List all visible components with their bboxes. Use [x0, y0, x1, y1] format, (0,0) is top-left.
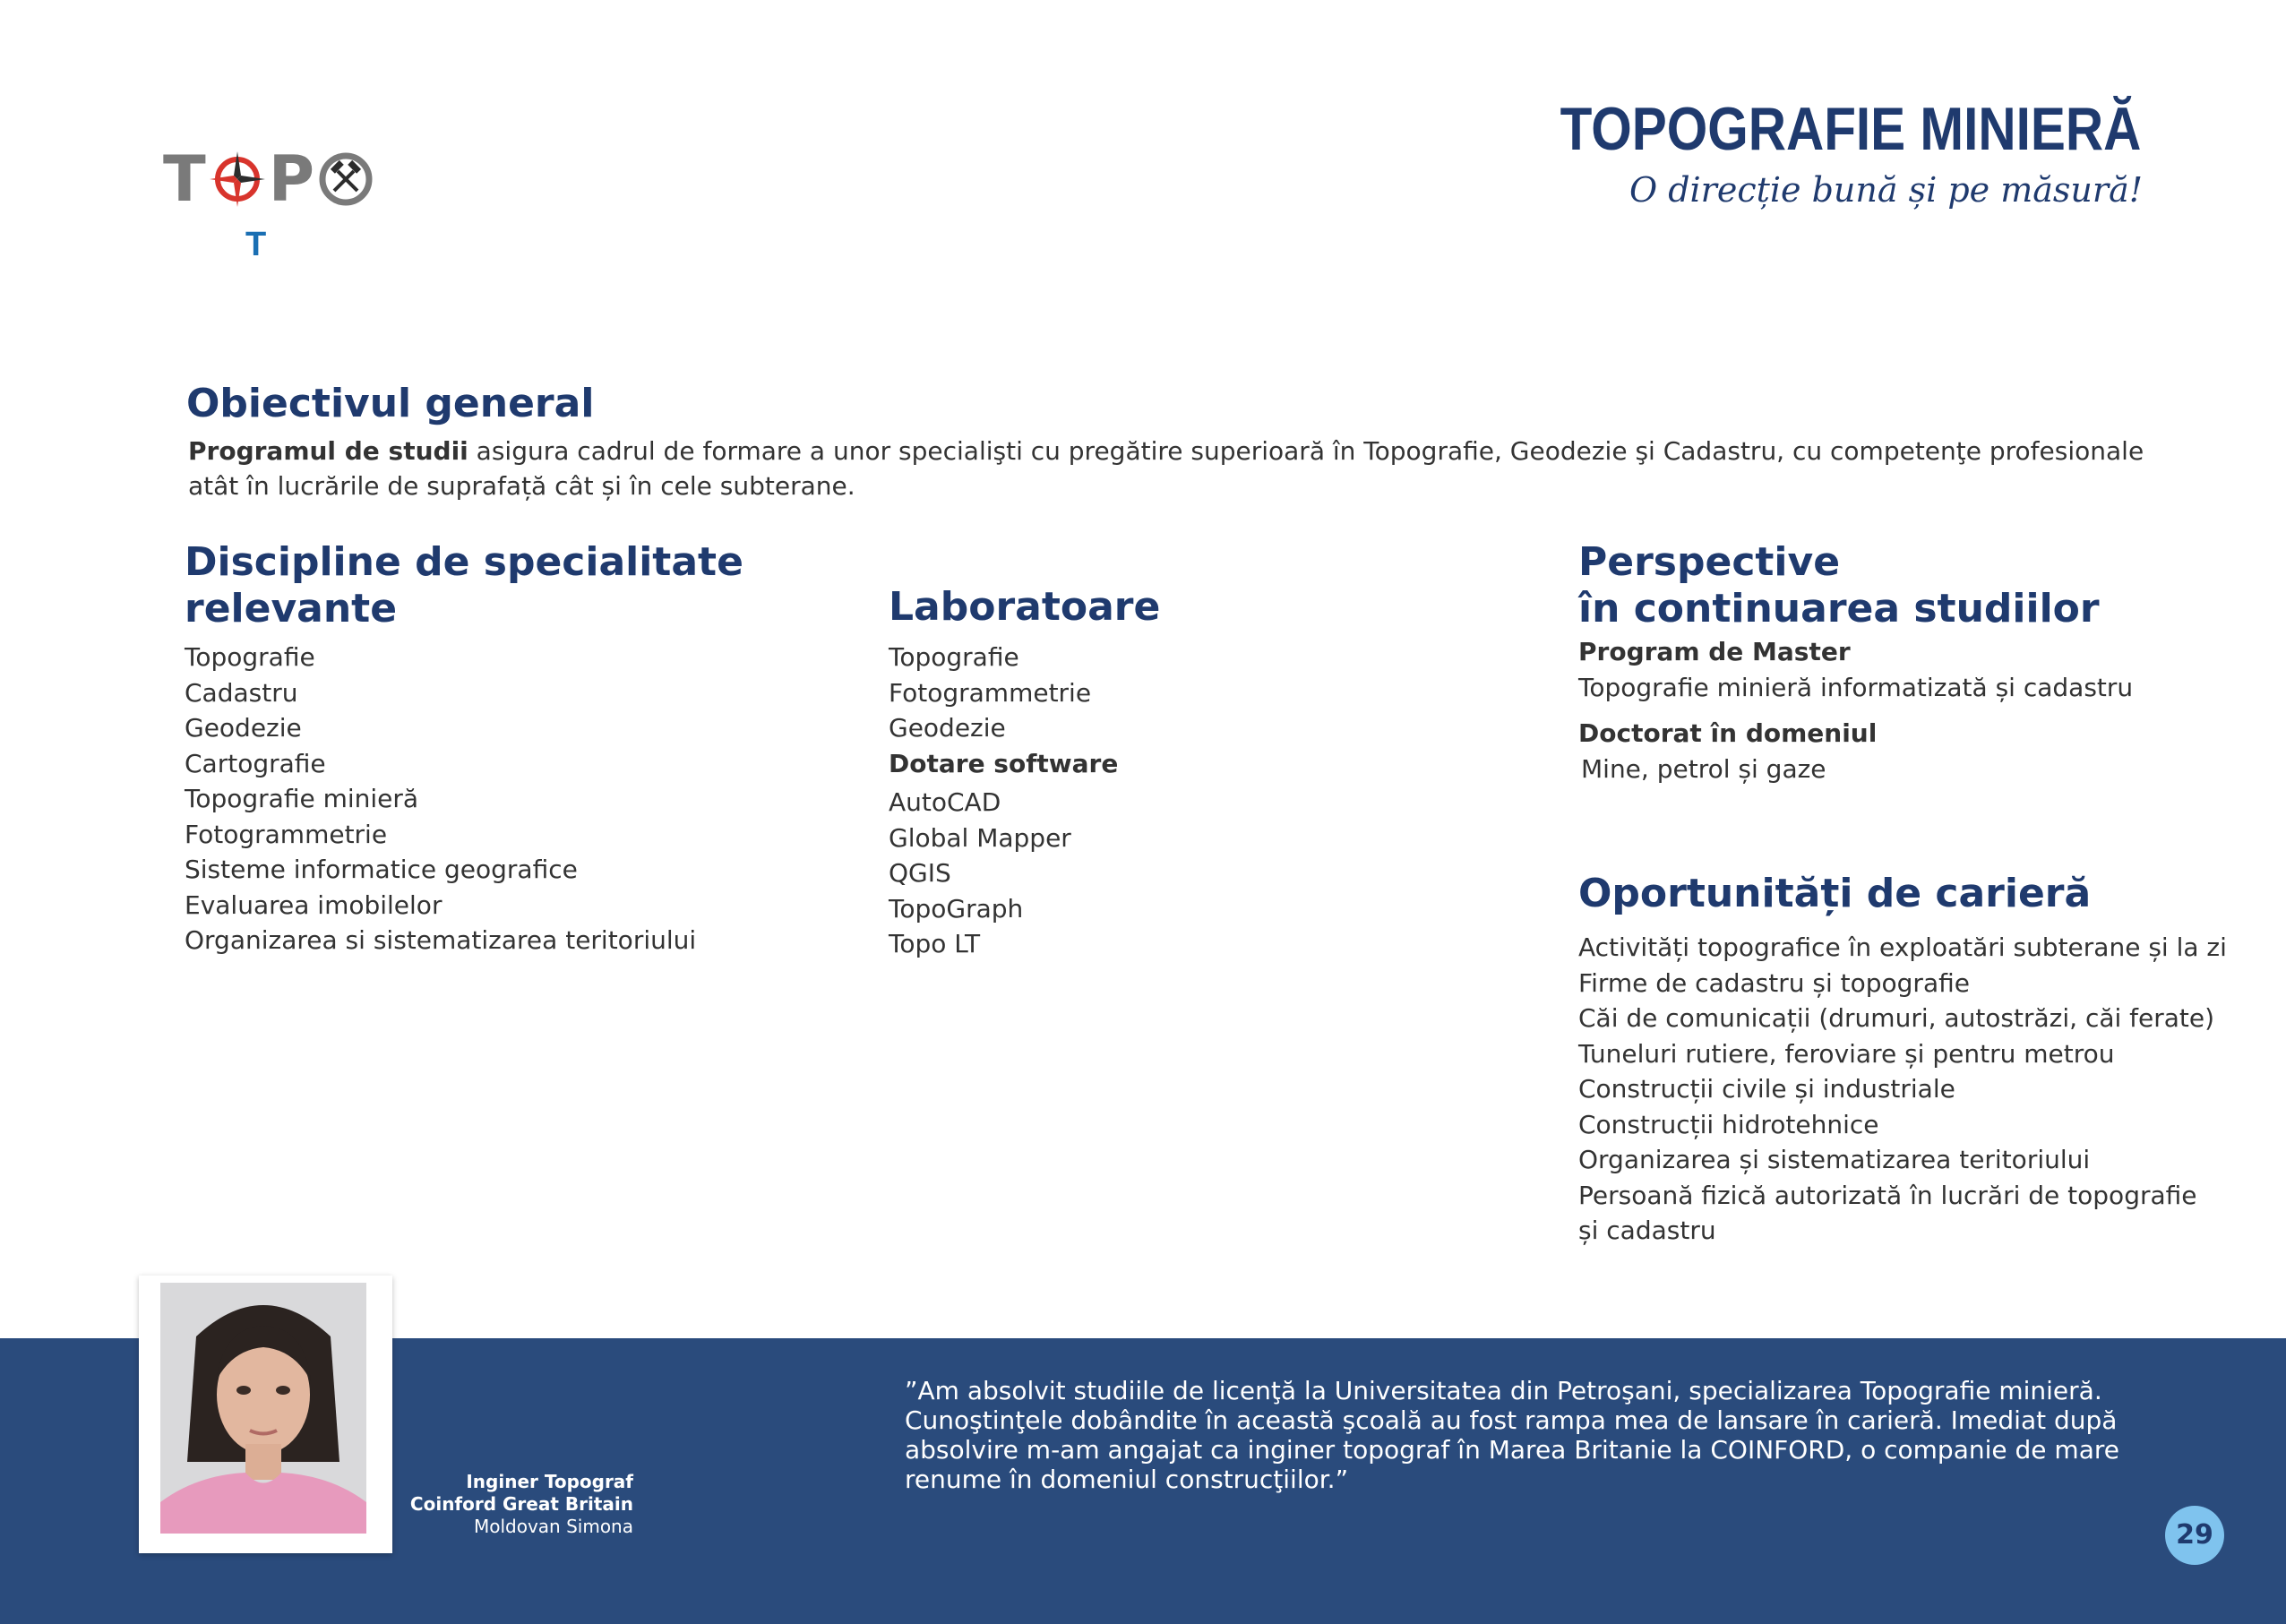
graduate-portrait-image [160, 1283, 366, 1534]
list-item: Topografie minieră [185, 784, 419, 813]
perspective-heading [1578, 539, 2259, 632]
careers-list [1578, 930, 2227, 1249]
phd-text: Mine, petrol și gaze [1581, 753, 1826, 784]
labs-section [889, 584, 1426, 962]
list-item: TopoGraph [889, 893, 1024, 924]
list-item: Căi de comunicații (drumuri, autostrăzi, căi ferate) [1578, 1003, 2215, 1033]
list-item: Geodezie [185, 713, 302, 743]
compass-icon [210, 151, 265, 207]
page-subtitle: O direcție bună și pe măsură! [1629, 170, 2143, 210]
disciplines-list [185, 640, 883, 958]
list-item: Fotogrammetrie [185, 819, 388, 849]
list-item: Firme de cadastru și topografie [1578, 967, 1970, 998]
list-item: Organizarea și sistematizarea teritoriului [1578, 1145, 2091, 1174]
page-number-badge: 29 [2165, 1506, 2224, 1565]
list-item: Construcții civile și industriale [1578, 1074, 1955, 1104]
objective-paragraph [188, 434, 2159, 503]
list-item: Cadastru [185, 677, 298, 708]
page-title: TOPOGRAFIE MINIERĂ [1560, 95, 2141, 163]
list-item: Sisteme informatice geografice [185, 855, 578, 884]
labs-heading: Laboratoare [889, 584, 1161, 630]
perspective-section [1578, 539, 2259, 786]
list-item: Tuneluri rutiere, feroviare și pentru metrou [1578, 1038, 2115, 1069]
careers-heading: Oportunități de carieră [1578, 871, 2092, 916]
careers-section [1578, 871, 2277, 1249]
list-item: Organizarea si sistematizarea teritoriului [185, 925, 697, 955]
logo-letter-t: T [163, 142, 206, 216]
logo-letter-p: P [268, 142, 315, 216]
list-item: Construcții hidrotehnice [1578, 1109, 1879, 1139]
list-item: Cartografie [185, 748, 326, 778]
list-item: QGIS [889, 858, 951, 888]
graduate-name: Moldovan Simona [473, 1516, 633, 1537]
software-list [889, 785, 1426, 962]
perspective-heading-line2: în continuarea studiilor [1578, 586, 2100, 632]
list-item: Topografie [185, 642, 315, 672]
labs-list [889, 640, 1426, 746]
graduate-caption [410, 1471, 633, 1538]
list-item: Topografie [889, 642, 1019, 672]
testimonial-quote: ”Am absolvit studiile de licenţă la Universitatea din Petroşani, specializarea Topografie minieră. Cunoştinţele dobândite în această şcoală au fost rampa mea de lansare în carieră. Imediat după absolvire m-am angajat ca inginer topograf în Marea Britanie la COINFORD, o companie de mare renume în domeniul construcţiilor.” [905, 1376, 2119, 1494]
crossed-hammers-icon [318, 151, 374, 207]
objective-lead: Programul de studii [188, 436, 468, 466]
list-item: Topo LT [889, 929, 981, 958]
graduate-photo-frame [139, 1276, 392, 1553]
perspective-heading-line1: Perspective [1578, 539, 1841, 585]
phd-heading: Doctorat în domeniul [1578, 718, 1878, 748]
disciplines-section [185, 539, 883, 958]
list-item: Fotogrammetrie [889, 677, 1092, 708]
master-heading: Program de Master [1578, 637, 1851, 666]
graduate-role: Inginer Topograf [466, 1471, 633, 1492]
objective-text: asigura cadrul de formare a unor specialişti cu pregătire superioară în Topografie, Geodezie şi Cadastru, cu competenţe profesionale atât în lucrările de suprafață cât și în cele subterane. [188, 436, 2144, 501]
logo-subtext: T [245, 226, 267, 263]
software-heading: Dotare software [889, 748, 1119, 778]
list-item: Evaluarea imobilelor [185, 889, 443, 920]
disciplines-heading [185, 539, 883, 632]
list-item: Geodezie [889, 713, 1006, 743]
list-item: Activități topografice în exploatări subterane și la zi [1578, 932, 2227, 962]
list-item: Global Mapper [889, 822, 1071, 853]
disciplines-heading-line2: relevante [185, 586, 398, 632]
graduate-photo [160, 1283, 366, 1534]
graduate-company: Coinford Great Britain [409, 1493, 633, 1515]
topo-logo [163, 143, 378, 269]
list-item: Persoană fizică autorizată în lucrări de topografie și cadastru [1578, 1180, 2197, 1245]
disciplines-heading-line1: Discipline de specialitate [185, 539, 743, 585]
objective-heading: Obiectivul general [186, 381, 595, 426]
master-text: Topografie minieră informatizată și cadastru [1578, 672, 2134, 702]
list-item: AutoCAD [889, 787, 1001, 817]
